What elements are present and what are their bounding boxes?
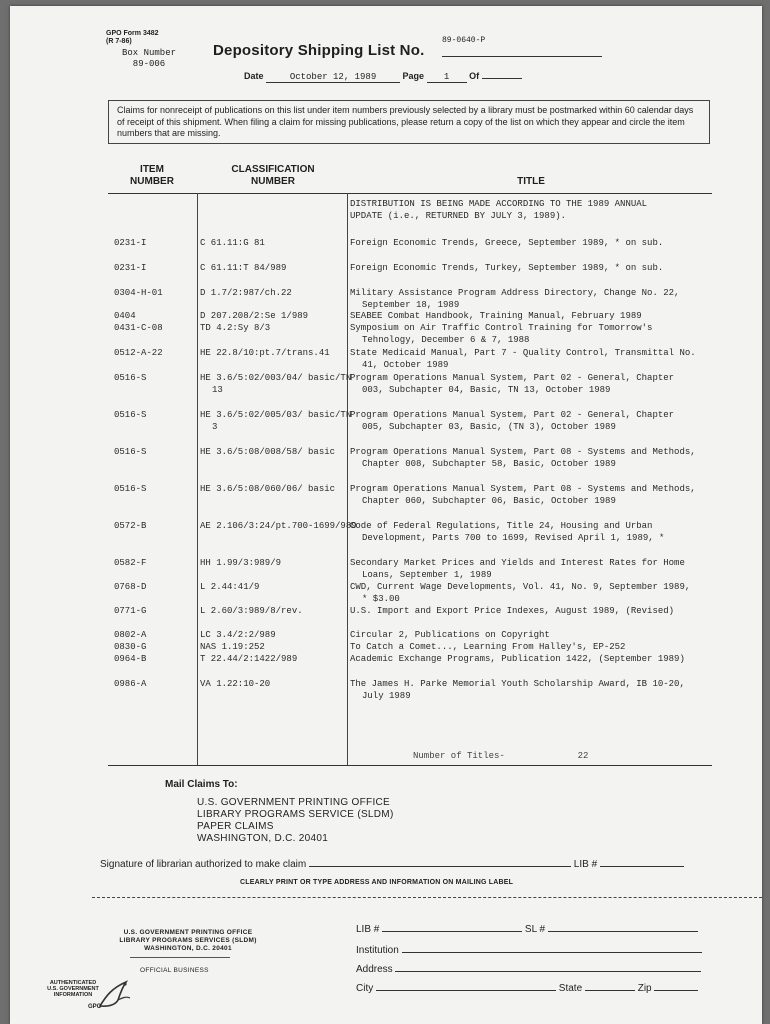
title-cell: Academic Exchange Programs, Publication 1422, (September 1989) [350,654,685,664]
title-cell: Program Operations Manual System, Part 02 - General, Chapter 005, Subchapter 03, Basic, (TN 3), October 1989 [350,410,675,432]
title-cell: SEABEE Combat Handbook, Training Manual, February 1989 [350,311,642,321]
title-cell: State Medicaid Manual, Part 7 - Quality Control, Transmittal No. 41, October 1989 [350,348,696,370]
label-zip-label: Zip [637,983,652,994]
item-header-line1: ITEM [140,164,164,175]
distribution-note: DISTRIBUTION IS BEING MADE ACCORDING TO THE 1989 ANNUAL UPDATE (i.e., RETURNED BY JULY 3, 1989). [350,199,648,221]
label-institution-label: Institution [356,945,399,956]
classification-cell: TD 4.2:Sy 8/3 [200,323,271,333]
title-cell: Foreign Economic Trends, Turkey, September 1989, * on sub. [350,263,664,273]
footer-rule [108,765,712,766]
classification-cell: D 207.208/2:Se 1/989 [200,311,309,321]
mail-address-line2: LIBRARY PROGRAMS SERVICE (SLDM) [197,809,394,820]
box-number [122,48,176,70]
item-number-cell: 0404 [114,311,136,321]
classification-cell: HE 3.6/5:08/060/06/ basic [200,484,336,494]
classification-cell: D 1.7/2:987/ch.22 [200,288,292,298]
classification-cell: HE 22.8/10:pt.7/trans.41 [200,348,330,358]
item-number-cell: 0771-G [114,606,147,616]
mail-address-line1: U.S. GOVERNMENT PRINTING OFFICE [197,797,391,808]
eagle-icon [96,976,134,1012]
return-address-line1: U.S. GOVERNMENT PRINTING OFFICE [123,929,253,936]
classification-cell: C 61.11:T 84/989 [200,263,287,273]
classification-cell: VA 1.22:10-20 [200,679,271,689]
title-cell: To Catch a Comet..., Learning From Halley's, EP-252 [350,642,626,652]
return-address-line2: LIBRARY PROGRAMS SERVICES (SLDM) [119,937,257,944]
form-id-line2: (R 7-86) [106,38,132,45]
classification-cell: L 2.60/3:989/8/rev. [200,606,303,616]
return-address-line3: WASHINGTON, D.C. 20401 [144,945,232,952]
label-city-row [356,983,698,994]
classification-cell: HE 3.6/5:08/008/58/ basic [200,447,336,457]
item-number-cell: 0830-G [114,642,147,652]
title-cell: Code of Federal Regulations, Title 24, Housing and Urban Development, Parts 700 to 1699, Revised April 1, 1989, * [350,521,665,543]
label-lib-field[interactable] [382,931,522,932]
box-number-label: Box Number [122,48,177,58]
shipping-list-page [10,6,762,1024]
class-header-line2: NUMBER [251,176,295,187]
classification-cell: L 2.44:41/9 [200,582,260,592]
mail-address-line3: PAPER CLAIMS [197,821,274,832]
item-number-cell: 0231-I [114,263,147,273]
label-lib-row [356,924,698,935]
item-number-cell: 0516-S [114,484,147,494]
item-number-cell: 0304-H-01 [114,288,163,298]
titles-count-value: 22 [577,751,589,761]
item-number-cell: 0986-A [114,679,147,689]
cut-line [92,897,762,898]
lib-number-label: LIB # [573,859,598,870]
classification-cell: HH 1.99/3:989/9 [200,558,282,568]
seal-line3: INFORMATION [53,992,93,998]
form-id-line1: GPO Form 3482 [106,30,159,37]
item-number-cell: 0768-D [114,582,147,592]
classification-cell: AE 2.106/3:24/pt.700-1699/989 [200,521,357,531]
class-header-line1: CLASSIFICATION [231,164,315,175]
item-number-cell: 0516-S [114,373,147,383]
title-cell: Symposium on Air Traffic Control Training for Tomorrow's Tehnology, December 6 & 7, 1988 [350,323,653,345]
page-value: 1 [427,72,467,83]
item-number-cell: 0512-A-22 [114,348,163,358]
title-cell: CWD, Current Wage Developments, Vol. 41, No. 9, September 1989, * $3.00 [350,582,691,604]
item-number-cell: 0516-S [114,447,147,457]
mail-address-line4: WASHINGTON, D.C. 20401 [197,833,329,844]
signature-label: Signature of librarian authorized to make claim [100,859,307,870]
form-id [106,30,159,46]
signature-row [100,859,684,870]
seal-gpo: GPO [88,1004,102,1010]
official-business: OFFICIAL BUSINESS [140,967,209,974]
official-business-rule [130,957,230,958]
claims-notice: Claims for nonreceipt of publications on this list under item numbers previously selected by a library must be postmarked within 60 calendar days of receipt of this shipment. When filing a claim for missing publications, please return a copy of the list on which they appear and circle the item numbers that are missing. [108,100,710,144]
return-address [100,929,276,953]
mail-claims-label: Mail Claims To: [165,779,238,790]
seal-line2: U.S. GOVERNMENT [47,986,99,992]
gpo-seal [46,976,136,1016]
item-number-cell: 0582-F [114,558,147,568]
item-number-header [110,164,194,188]
title-cell: Circular 2, Publications on Copyright [350,630,550,640]
signature-field[interactable] [309,866,571,867]
number-of-titles [413,751,588,761]
item-number-cell: 0231-I [114,238,147,248]
header-rule [108,193,712,194]
label-zip-field[interactable] [654,990,698,991]
titles-count-label: Number of Titles- [413,751,505,761]
label-state-label: State [558,983,583,994]
seal-line1: AUTHENTICATED [49,980,97,986]
date-row [244,71,522,83]
of-label: Of [469,71,480,81]
seal-text [46,980,100,998]
title-cell: Program Operations Manual System, Part 08 - Systems and Methods, Chapter 008, Subchapter 58, Basic, October 1989 [350,447,696,469]
list-number: 89-0640-P [442,36,486,45]
item-number-cell: 0802-A [114,630,147,640]
item-number-cell: 0572-B [114,521,147,531]
title-cell: Foreign Economic Trends, Greece, September 1989, * on sub. [350,238,664,248]
lib-number-field[interactable] [600,866,684,867]
title-cell: Program Operations Manual System, Part 02 - General, Chapter 003, Subchapter 04, Basic, TN 13, October 1989 [350,373,675,395]
item-number-cell: 0516-S [114,410,147,420]
classification-cell: HE 3.6/5:02/003/04/ basic/TN 13 [200,373,352,395]
item-number-cell: 0964-B [114,654,147,664]
date-label: Date [244,71,264,81]
label-address-row [356,964,701,975]
classification-cell: T 22.44/2:1422/989 [200,654,298,664]
classification-cell: C 61.11:G 81 [200,238,265,248]
title-cell: Military Assistance Program Address Directory, Change No. 22, September 18, 1989 [350,288,680,310]
item-number-cell: 0431-C-08 [114,323,163,333]
title-cell: Program Operations Manual System, Part 08 - Systems and Methods, Chapter 060, Subchapter 06, Basic, October 1989 [350,484,696,506]
of-value [482,78,522,79]
label-sl-field[interactable] [548,931,698,932]
date-value: October 12, 1989 [266,72,400,83]
box-number-value: 89-006 [132,59,166,69]
classification-cell: LC 3.4/2:2/989 [200,630,276,640]
label-city-field[interactable] [376,990,556,991]
title-cell: U.S. Import and Export Price Indexes, August 1989, (Revised) [350,606,675,616]
title-cell: Secondary Market Prices and Yields and Interest Rates for Home Loans, September 1, 1989 [350,558,685,580]
page-label: Page [402,71,425,81]
classification-number-header [208,164,338,188]
label-city-label: City [356,983,374,994]
item-header-line2: NUMBER [130,176,174,187]
mail-claims-address [197,797,394,845]
classification-cell: NAS 1.19:252 [200,642,265,652]
title-cell: The James H. Parke Memorial Youth Scholarship Award, IB 10-20, July 1989 [350,679,685,701]
label-address-field[interactable] [395,971,701,972]
label-institution-field[interactable] [402,952,702,953]
title-header: TITLE [517,176,545,187]
column-divider-1 [197,193,198,765]
print-instruction: CLEARLY PRINT OR TYPE ADDRESS AND INFORMATION ON MAILING LABEL [240,879,514,886]
classification-cell: HE 3.6/5:02/005/03/ basic/TN 3 [200,410,352,432]
label-address-label: Address [356,964,393,975]
label-institution-row [356,945,702,956]
list-number-line [442,56,602,57]
label-lib-label: LIB # [356,924,380,935]
label-sl-label: SL # [524,924,546,935]
label-state-field[interactable] [585,990,635,991]
page-title: Depository Shipping List No. [213,42,425,59]
